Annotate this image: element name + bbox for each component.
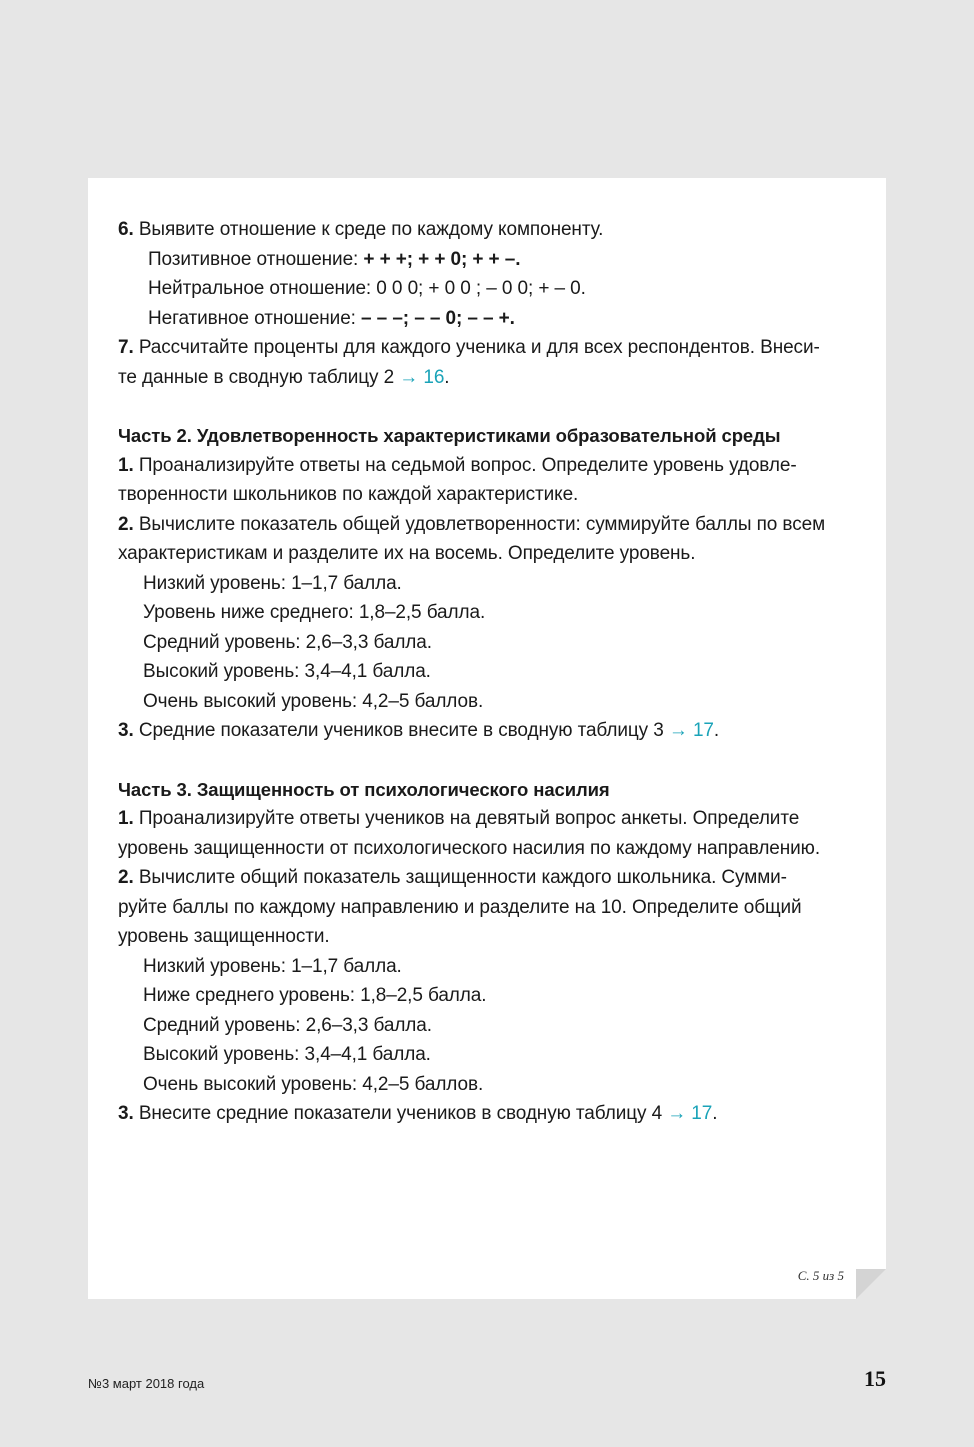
table-4-link[interactable]: → 17 <box>667 1103 713 1124</box>
part3-level: Очень высокий уровень: 4,2–5 баллов. <box>143 1073 484 1095</box>
part2-item-3-number: 3. <box>118 720 134 741</box>
item-7-text: Рассчитайте проценты для каждого ученика и для всех респондентов. Внеси- <box>133 337 820 358</box>
page-number: 15 <box>864 1366 886 1391</box>
part3-level: Ниже среднего уровень: 1,8–2,5 балла. <box>143 985 487 1006</box>
item-7-text2: те данные в сводную таблицу 2 <box>118 366 400 388</box>
item-7-end: . <box>444 366 450 388</box>
part3-item-3-text: Внесите средние показатели учеников в сводную таблицу 4 <box>133 1103 668 1124</box>
part2-item-1-text: Проанализируйте ответы на седьмой вопрос. Определите уровень удовле- <box>133 454 797 476</box>
item-6-number: 6. <box>118 219 134 240</box>
part3-item-2-number: 2. <box>118 867 134 888</box>
table-3-link[interactable]: → 17 <box>668 720 714 741</box>
part3-item-3-end: . <box>712 1103 718 1124</box>
part2-level: Уровень ниже среднего: 1,8–2,5 балла. <box>143 602 486 623</box>
part2-item-2-continued: характеристикам и разделите их на восемь. Определите уровень. <box>118 543 696 564</box>
part-2-heading: Часть 2. Удовлетворенность характеристиками образовательной среды <box>118 425 781 446</box>
table-2-link[interactable]: → 16 <box>399 366 445 388</box>
part3-level: Средний уровень: 2,6–3,3 балла. <box>143 1014 432 1036</box>
part2-level: Высокий уровень: 3,4–4,1 балла. <box>143 661 431 682</box>
issue-date: №3 март 2018 года <box>88 1376 205 1391</box>
part3-item-2-continued: руйте баллы по каждому направлению и разделите на 10. Определите общий <box>118 896 802 918</box>
page-fold-corner <box>856 1269 886 1299</box>
positive-value: + + +; + + 0; + + –. <box>363 248 521 270</box>
part3-item-2 <box>118 863 860 893</box>
item-7-continued <box>118 363 860 393</box>
part2-item-3 <box>118 716 860 746</box>
document-card <box>88 178 886 1299</box>
part2-item-2-number: 2. <box>118 513 134 535</box>
item-6-text: Выявите отношение к среде по каждому компоненту. <box>133 219 604 240</box>
part2-level: Очень высокий уровень: 4,2–5 баллов. <box>143 690 484 712</box>
part3-item-3-number: 3. <box>118 1103 134 1124</box>
part3-level: Высокий уровень: 3,4–4,1 балла. <box>143 1044 431 1065</box>
item-6 <box>118 215 860 245</box>
part3-item-1-text: Проанализируйте ответы учеников на девятый вопрос анкеты. Определите <box>133 808 800 829</box>
part2-item-1-number: 1. <box>118 454 134 476</box>
part2-level: Низкий уровень: 1–1,7 балла. <box>143 572 402 594</box>
part3-item-1-number: 1. <box>118 808 134 829</box>
page-counter: С. 5 из 5 <box>797 1268 844 1283</box>
part2-item-3-end: . <box>713 720 720 741</box>
negative-attitude <box>118 304 860 334</box>
part3-item-2-continued-2: уровень защищенности. <box>118 926 330 947</box>
part2-item-1-continued: творенности школьников по каждой характеристике. <box>118 484 579 505</box>
positive-label: Позитивное отношение: <box>148 248 364 270</box>
part3-item-2-text: Вычислите общий показатель защищенности каждого школьника. Сумми- <box>133 867 787 888</box>
part2-item-3-text: Средние показатели учеников внесите в сводную таблицу 3 <box>133 720 669 741</box>
part2-level: Средний уровень: 2,6–3,3 балла. <box>143 631 432 653</box>
part3-level: Низкий уровень: 1–1,7 балла. <box>143 955 402 977</box>
part3-item-3 <box>118 1099 860 1129</box>
part-3-heading: Часть 3. Защищенность от психологического насилия <box>118 778 610 800</box>
document-content <box>118 215 860 1129</box>
negative-value: – – –; – – 0; – – +. <box>361 307 515 329</box>
part2-item-2-text: Вычислите показатель общей удовлетворенности: суммируйте баллы по всем <box>133 513 826 535</box>
negative-label: Негативное отношение: <box>148 307 362 329</box>
part2-item-1 <box>118 451 860 481</box>
neutral-attitude: Нейтральное отношение: 0 0 0; + 0 0 ; – 0 0; + – 0. <box>148 278 586 299</box>
part3-item-1-continued: уровень защищенности от психологического насилия по каждому направлению. <box>118 837 821 859</box>
positive-attitude <box>118 245 860 275</box>
part3-item-1 <box>118 804 860 834</box>
item-7-number: 7. <box>118 337 134 358</box>
item-7 <box>118 333 860 363</box>
part2-item-2 <box>118 510 860 540</box>
